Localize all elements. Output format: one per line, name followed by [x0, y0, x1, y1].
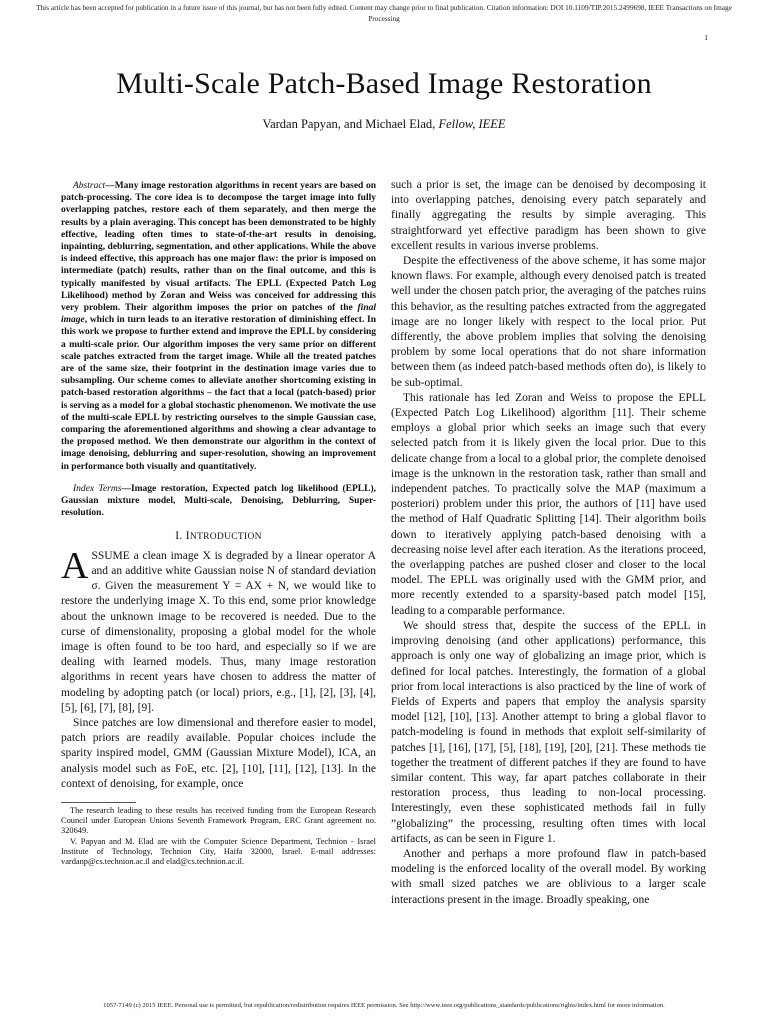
footnote-rule [61, 802, 136, 803]
intro-paragraph-2: Since patches are low dimensional and therefore easier to model, patch priors are readily available. Popular choices include the sparity inspired model, GMM (Gaussian Mixture Model), ICA, an analysis model such as FoE, etc. [2], [10], [11], [12], [13]. In the context of denoising, for example, once [61, 716, 376, 790]
abstract [61, 180, 376, 473]
section-numeral: I. [175, 530, 183, 543]
section-title-initial: I [185, 530, 190, 543]
footnote-funding: The research leading to these results has received funding from the European Research Council under European Unions Seventh Framework Program, ERC Grant agreement no. 320649. [61, 805, 376, 836]
page-number: 1 [704, 33, 708, 42]
index-terms [61, 483, 376, 520]
intro-paragraph-3: such a prior is set, the image can be denoised by decomposing it into overlapping patches, denoising every patch separately and finally aggregating the results by simple averaging. This straightforward yet effective paradigm has been shown to give excellent results in various inverse problems. [391, 179, 706, 252]
right-column [391, 178, 706, 908]
author-suffix: Fellow, IEEE [438, 117, 506, 131]
footnotes [61, 806, 376, 867]
index-terms-lead: Index Terms [73, 483, 122, 494]
section-heading-introduction [61, 529, 376, 545]
index-terms-text: —Image restoration, Expected patch log likelihood (EPLL), Gaussian mixture model, Multi-scale, Denoising, Deblurring, Super-resolution. [61, 483, 376, 519]
journal-notice: This article has been accepted for publication in a future issue of this journal, but has not been fully edited. Content may change prior to final publication. Citation information: DOI 10.1109/TIP.2015.2499698, IEEE Transactions on Image Processing [36, 3, 732, 23]
paper-title: Multi-Scale Patch-Based Image Restoration [116, 67, 652, 100]
footnote-affiliation: V. Papyan and M. Elad are with the Computer Science Department, Technion - Israel Institute of Technology, Technion City, Haifa 32000, Israel. E-mail addresses: vardanp@cs.technion.ac.il and elad@cs.technion.ac.il. [61, 836, 376, 866]
author-names: Vardan Papyan, and Michael Elad, [262, 117, 436, 131]
author-line [0, 117, 768, 132]
intro-paragraph-7: Another and perhaps a more profound flaw in patch-based modeling is the enforced locality of the overall model. By working with small sized patches we are oblivious to a larger scale interactions present in the image. Broadly speaking, one [391, 847, 706, 906]
section-title-rest: NTRODUCTION [189, 532, 262, 543]
abstract-text-2: , which in turn leads to an iterative restoration of diminishing effect. In this work we propose to further extend and improve the EPLL by considering a multi-scale prior. Our algorithm imposes the very same prior on different scale patches extracted from the target image. While all the treated patches are of the same size, their footprint in the destination image varies due to subsampling. Our scheme comes to alleviate another shortcoming existing in patch-based restoration algorithms – the fact that a local (patch-based) prior is serving as a model for a global stochastic phenomenon. We motivate the use of the multi-scale EPLL by restricting ourselves to the simple Gaussian case, comparing the aforementioned algorithms and showing a clear advantage to the proposed method. We then demonstrate our algorithm in the context of image denoising, deblurring and super-resolution, showing an improvement in performance both visually and quantitatively. [61, 315, 376, 472]
left-column [61, 180, 376, 867]
abstract-emphasis: final image [61, 303, 376, 326]
drop-cap: A [61, 544, 89, 587]
intro-paragraph-5: This rationale has led Zoran and Weiss to propose the EPLL (Expected Patch Log Likelihood) algorithm [11]. Their scheme employs a global prior which seeks an image such that every selected patch from it is likely given the local prior. Due to this delicate change from a local to a global prior, the complete denoised image is the unknown in the restoration task, rather than small and independent patches. To practically solve the MAP (maximum a posteriori) problem under this prior, the authors of [11] have used the method of Half Quadratic Splitting [14]. Their algorithm boils down to iteratively applying patch-based denoising with a decreasing noise level after each iteration. As the iterations proceed, the overlapping patches are pushed closer and closer to the local model. The EPLL was originally used with the GMM prior, and more recently extended to a sparsity-based patch model [15], leading to a comparable performance. [391, 391, 706, 617]
copyright-footer: 1057-7149 (c) 2015 IEEE. Personal use is permitted, but republication/redistribution requires IEEE permission. See http://www.ieee.org/publications_standards/publications/rights/index.html for more information. [103, 1002, 665, 1009]
intro-paragraph-4: Despite the effectiveness of the above scheme, it has some major known flaws. For example, although every denoised patch is treated well under the chosen patch prior, the averaging of the patches ruins this behavior, as the resulting patches extracted from the aggregated image are no longer likely with respect to the local prior. Put differently, the above problem implies that solving the denoising problem by some local operations that do not share information between them (as indeed patch-based methods often do), is likely to be sub-optimal. [391, 255, 706, 389]
abstract-text-1: —Many image restoration algorithms in recent years are based on patch-processing. The core idea is to decompose the target image into fully overlapping patches, restore each of them separately, and then merge the results by a plain averaging. This concept has been demonstrated to be highly effective, leading often times to state-of-the-art results in denoising, inpainting, deblurring, segmentation, and other applications. While the above is indeed effective, this approach has one major flaw: the prior is imposed on intermediate (patch) results, rather than on the final outcome, and this is typically manifested by visual artifacts. The EPLL (Expected Patch Log Likelihood) method by Zoran and Weiss was conceived for addressing this very problem. Their algorithm imposes the prior on patches of the [61, 181, 376, 314]
intro-paragraph-6: We should stress that, despite the success of the EPLL in improving denoising (and other applications) performance, this approach is only one way of globalizing an image prior, which is defined for local patches. Interestingly, the formation of a global prior from local interactions is also practiced by the line of work of Fields of Experts and papers that employ the analysis sparsity model [12], [10], [13]. Another attempt to bring a global flavor to patch-modeling is found in methods that exploit self-similarity of patches [1], [16], [17], [5], [18], [19], [20], [21]. These methods tie together the treatment of different patches if they are found to have similar content. This way, far apart patches collaborate in their restoration process, thus leading to non-local processing. Interestingly, even these sophisticated methods fail in fully ”globalizing” the processing, resulting often times with local artifacts, as can be seen in Figure 1. [391, 619, 706, 845]
abstract-lead: Abstract [73, 181, 106, 191]
intro-paragraph-1 [61, 544, 376, 716]
intro-p1-text: SSUME a clean image X is degraded by a linear operator A and an additive white Gaussian noise N of standard deviation σ. Given the measurement Y = AX + N, we would like to restore the underlying image X. To this end, some prior knowledge about the unknown image to be recovered is needed. Due to the curse of dimensionality, proposing a global model for the whole image is often found to be too hard, and especially so if we are dealing with learned models. Thus, many image restoration algorithms in recent years have chosen to address the matter of modeling by adopting patch (or local) priors, e.g., [1], [2], [3], [4], [5], [6], [7], [8], [9]. [61, 549, 376, 714]
